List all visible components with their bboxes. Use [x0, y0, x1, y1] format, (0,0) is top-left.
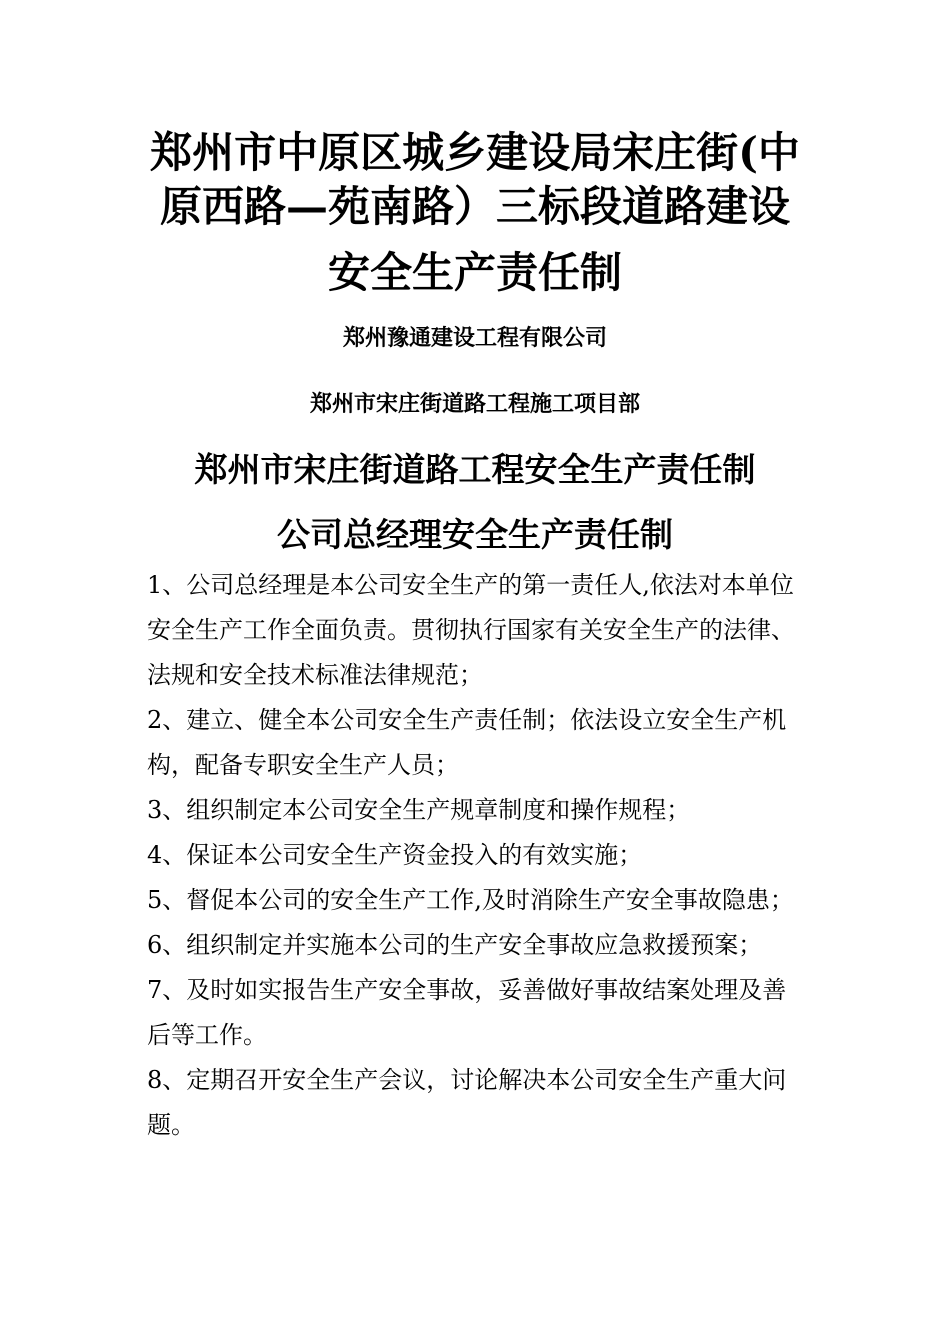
clause-8: 8、定期召开安全生产会议，讨论解决本公司安全生产重大问题。 — [147, 1066, 787, 1139]
clause-list — [147, 563, 797, 1148]
subsection-heading: 公司总经理安全生产责任制 — [277, 515, 673, 554]
clause-4: 4、保证本公司安全生产资金投入的有效实施； — [147, 841, 643, 869]
document-title-line-1: 郑州市中原区城乡建设局宋庄街(中 — [150, 128, 800, 177]
document-title-line-2: 原西路—苑南路）三标段道路建设 — [159, 182, 790, 231]
project-department: 郑州市宋庄街道路工程施工项目部 — [309, 391, 640, 417]
clause-1: 1、公司总经理是本公司安全生产的第一责任人,依法对本单位安全生产工作全面负责。贯彻执行国家有关安全生产的法律、法规和安全技术标准法律规范； — [147, 571, 795, 689]
clause-2: 2、建立、健全本公司安全生产责任制；依法设立安全生产机构，配备专职安全生产人员； — [147, 706, 787, 779]
clause-6: 6、组织制定并实施本公司的生产安全事故应急救援预案； — [147, 931, 763, 959]
section-heading: 郑州市宋庄街道路工程安全生产责任制 — [194, 450, 756, 489]
clause-5: 5、督促本公司的安全生产工作,及时消除生产安全事故隐患； — [147, 886, 794, 914]
clause-7: 7、及时如实报告生产安全事故，妥善做好事故结案处理及善后等工作。 — [147, 976, 787, 1049]
company-name: 郑州豫通建设工程有限公司 — [342, 325, 607, 351]
clause-3: 3、组织制定本公司安全生产规章制度和操作规程； — [147, 796, 691, 824]
document-title-line-3: 安全生产责任制 — [327, 248, 622, 297]
